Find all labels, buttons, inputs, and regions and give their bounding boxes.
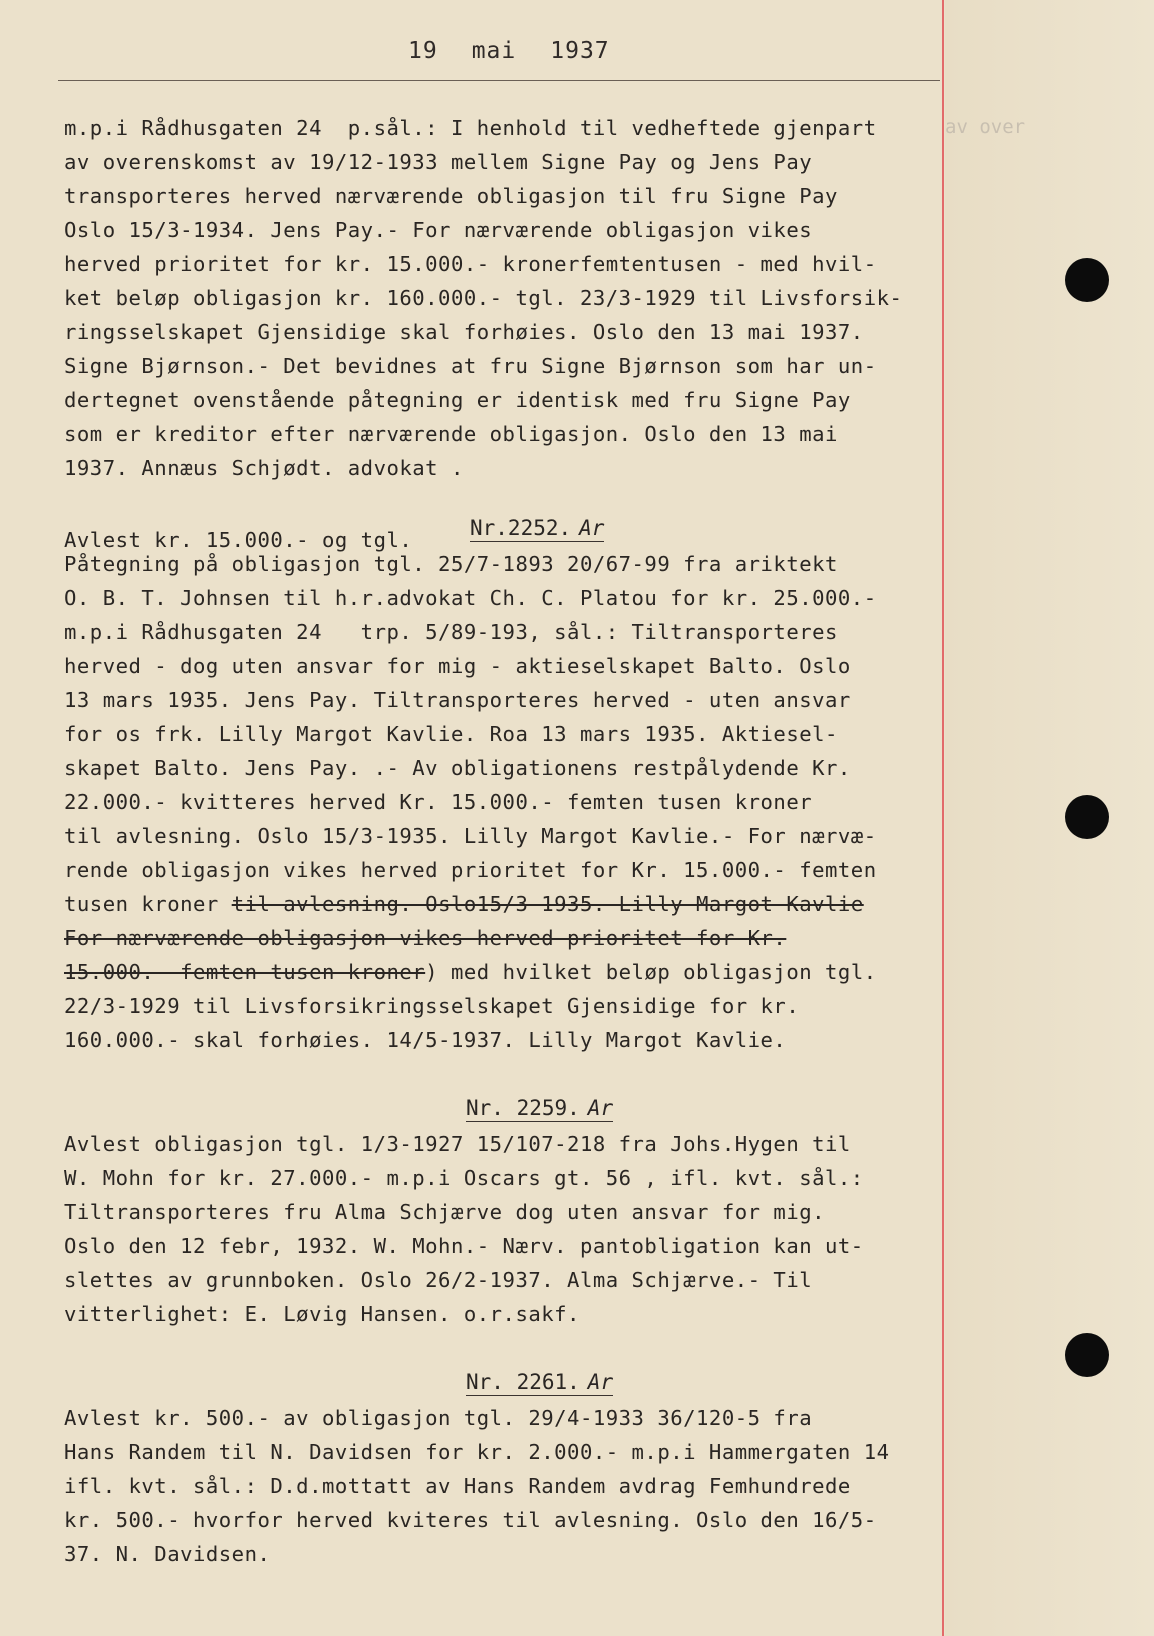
red-margin-line	[942, 0, 944, 1636]
initials-signature: Ar	[587, 1096, 614, 1120]
punch-hole-bottom	[1065, 1333, 1109, 1377]
text-line: m.p.i Rådhusgaten 24 trp. 5/89-193, sål.: Tiltransporteres	[64, 620, 838, 644]
text-line: 1937. Annæus Schjødt. advokat .	[64, 456, 464, 480]
text-line: m.p.i Rådhusgaten 24 p.sål.: I henhold til vedheftede gjenpart	[64, 116, 877, 140]
entry-number-text: Nr.2252.	[470, 516, 572, 540]
text-line: av overenskomst av 19/12-1933 mellem Signe Pay og Jens Pay	[64, 150, 813, 174]
text-line: kr. 500.- hvorfor herved kviteres til avlesning. Oslo den 16/5-	[64, 1508, 877, 1532]
text-line: vitterlighet: E. Løvig Hansen. o.r.sakf.	[64, 1302, 580, 1326]
text-line: ringsselskapet Gjensidige skal forhøies. Oslo den 13 mai 1937.	[64, 320, 864, 344]
struck-text-line: For nærværende obligasjon vikes herved prioritet for Kr.	[64, 926, 787, 950]
text-line: dertegnet ovenstående påtegning er identisk med fru Signe Pay	[64, 388, 851, 412]
header-day: 19	[408, 38, 438, 64]
text-line: for os frk. Lilly Margot Kavlie. Roa 13 mars 1935. Aktiesel-	[64, 722, 838, 746]
text-line: rende obligasjon vikes herved prioritet for Kr. 15.000.- femten	[64, 858, 877, 882]
entry-number-text: Nr. 2259.	[466, 1096, 580, 1120]
text-line: som er kreditor efter nærværende obligasjon. Oslo den 13 mai	[64, 422, 838, 446]
margin-overflow-text: av over	[945, 116, 1026, 138]
text-line: 22/3-1929 til Livsforsikringsselskapet Gjensidige for kr.	[64, 994, 800, 1018]
entry-number-2259	[466, 1096, 613, 1122]
text-line: ifl. kvt. sål.: D.d.mottatt av Hans Randem avdrag Femhundrede	[64, 1474, 851, 1498]
struck-text: til avlesning. Oslo15/3-1935. Lilly Margot Kavlie	[231, 892, 864, 916]
text-line: 160.000.- skal forhøies. 14/5-1937. Lilly Margot Kavlie.	[64, 1028, 787, 1052]
text-line: 22.000.- kvitteres herved Kr. 15.000.- femten tusen kroner	[64, 790, 813, 814]
text-line: Tiltransporteres fru Alma Schjærve dog uten ansvar for mig.	[64, 1200, 826, 1224]
text-line: ket beløp obligasjon kr. 160.000.- tgl. 23/3-1929 til Livsforsik-	[64, 286, 903, 310]
initials-signature: Ar	[579, 516, 605, 540]
entry-number-2261	[466, 1370, 613, 1396]
text-line: herved prioritet for kr. 15.000.- kronerfemtentusen - med hvil-	[64, 252, 877, 276]
text-line: Signe Bjørnson.- Det bevidnes at fru Signe Bjørnson som har un-	[64, 354, 877, 378]
avlest-line: Avlest kr. 15.000.- og tgl.	[64, 528, 413, 552]
text-line-partly-struck	[64, 892, 864, 916]
text-line: transporteres herved nærværende obligasjon til fru Signe Pay	[64, 184, 838, 208]
page-header-date	[408, 38, 644, 64]
punch-hole-middle	[1065, 795, 1109, 839]
text-line: Avlest kr. 500.- av obligasjon tgl. 29/4-1933 36/120-5 fra	[64, 1406, 813, 1430]
text-line: Hans Randem til N. Davidsen for kr. 2.000.- m.p.i Hammergaten 14	[64, 1440, 890, 1464]
right-margin-area	[945, 0, 1154, 1636]
text-line: Oslo den 12 febr, 1932. W. Mohn.- Nærv. pantobligation kan ut-	[64, 1234, 864, 1258]
text-line: 37. N. Davidsen.	[64, 1542, 271, 1566]
text-line: til avlesning. Oslo 15/3-1935. Lilly Margot Kavlie.- For nærvæ-	[64, 824, 877, 848]
text-line: W. Mohn for kr. 27.000.- m.p.i Oscars gt. 56 , ifl. kvt. sål.:	[64, 1166, 864, 1190]
text-line-partly-struck	[64, 960, 877, 984]
header-month: mai	[471, 38, 517, 64]
punch-hole-top	[1065, 258, 1109, 302]
struck-text: 15.000.- femten tusen kroner	[64, 960, 426, 984]
text-line: 13 mars 1935. Jens Pay. Tiltransporteres herved - uten ansvar	[64, 688, 851, 712]
header-year: 1937	[550, 38, 610, 64]
header-rule	[58, 80, 940, 81]
entry-number-text: Nr. 2261.	[466, 1370, 580, 1394]
text-line: Avlest obligasjon tgl. 1/3-1927 15/107-218 fra Johs.Hygen til	[64, 1132, 851, 1156]
text-line: skapet Balto. Jens Pay. .- Av obligationens restpålydende Kr.	[64, 756, 851, 780]
text-line: Oslo 15/3-1934. Jens Pay.- For nærværende obligasjon vikes	[64, 218, 813, 242]
text-plain: ) med hvilket beløp obligasjon tgl.	[425, 960, 877, 984]
text-line: slettes av grunnboken. Oslo 26/2-1937. Alma Schjærve.- Til	[64, 1268, 813, 1292]
entry-number-2252	[470, 516, 604, 542]
initials-signature: Ar	[587, 1370, 614, 1394]
text-line: Påtegning på obligasjon tgl. 25/7-1893 20/67-99 fra ariktekt	[64, 552, 838, 576]
text-plain: tusen kroner	[64, 892, 232, 916]
text-line: herved - dog uten ansvar for mig - aktieselskapet Balto. Oslo	[64, 654, 851, 678]
text-line: O. B. T. Johnsen til h.r.advokat Ch. C. Platou for kr. 25.000.-	[64, 586, 877, 610]
